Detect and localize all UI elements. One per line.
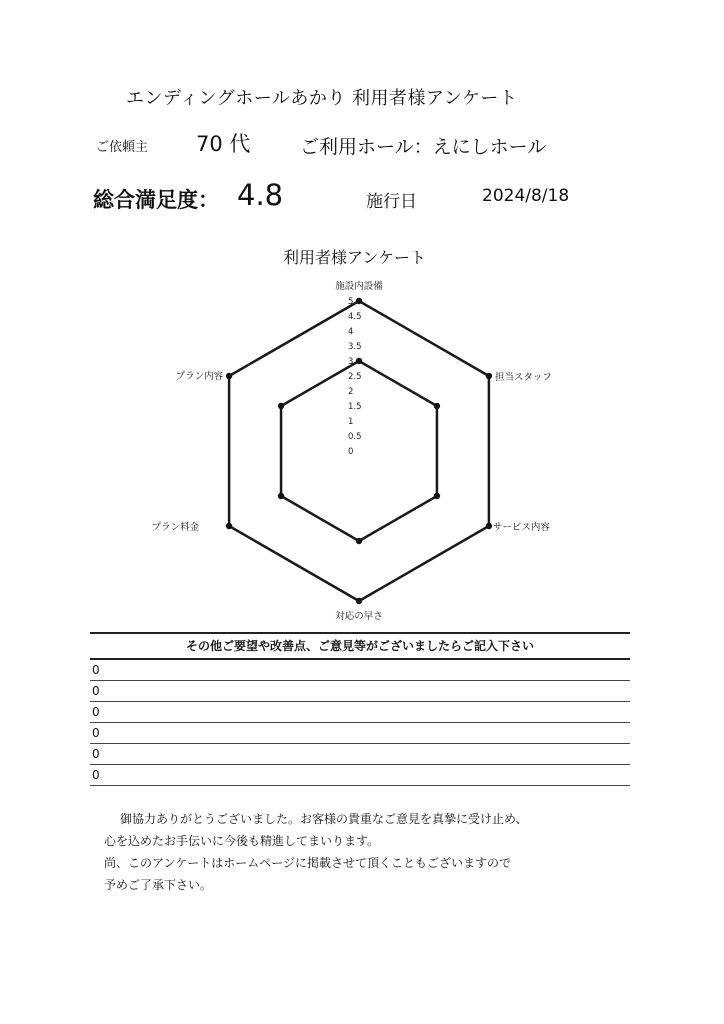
footer-line: 尚、このアンケートはホームページに掲載させて頂くこともございますので xyxy=(104,856,512,870)
data-point xyxy=(486,523,492,529)
scale-tick-label: 3.5 xyxy=(348,342,362,352)
series-line-1 xyxy=(281,361,437,541)
comments-section xyxy=(90,632,630,786)
footer-message xyxy=(104,808,528,896)
axis-label: プラン料金 xyxy=(151,522,200,533)
scale-tick-label: 4 xyxy=(348,327,354,337)
axis-label: 施設内設備 xyxy=(335,281,383,292)
comment-row: 0 xyxy=(90,702,630,723)
scale-tick-label: 1.5 xyxy=(348,402,362,412)
data-point xyxy=(486,373,492,379)
data-point xyxy=(356,358,362,364)
data-point xyxy=(434,493,440,499)
scale-tick-label: 2.5 xyxy=(348,372,362,382)
client-age-value: 70 代 xyxy=(196,132,251,156)
chart-title: 利用者様アンケート xyxy=(283,248,427,267)
axis-label: サービス内容 xyxy=(492,522,550,533)
satisfaction-value: 4.8 xyxy=(237,178,284,212)
data-point xyxy=(356,538,362,544)
footer-line: 心を込めたお手伝いに今後も精進してまいります。 xyxy=(104,834,380,848)
scale-tick-label: 3 xyxy=(348,357,354,367)
data-point xyxy=(278,403,284,409)
comment-row: 0 xyxy=(90,681,630,702)
data-point xyxy=(356,298,362,304)
service-date-label: 施行日 xyxy=(366,192,417,212)
scale-tick-label: 0.5 xyxy=(348,432,362,442)
data-point xyxy=(226,523,232,529)
data-point xyxy=(356,598,362,604)
comment-row: 0 xyxy=(90,723,630,744)
data-point xyxy=(434,403,440,409)
scale-tick-label: 0 xyxy=(348,447,354,457)
axis-label: 担当スタッフ xyxy=(494,372,552,383)
scale-tick-label: 4.5 xyxy=(348,312,362,322)
document-title: エンディングホールあかり 利用者様アンケート xyxy=(126,88,518,109)
service-date-value: 2024/8/18 xyxy=(482,186,570,206)
comment-row: 0 xyxy=(90,744,630,765)
data-point xyxy=(226,373,232,379)
scale-tick-label: 2 xyxy=(348,387,354,397)
comment-row: 0 xyxy=(90,765,630,786)
comment-row: 0 xyxy=(90,660,630,681)
satisfaction-label: 総合満足度： xyxy=(93,188,219,212)
axis-label: プラン内容 xyxy=(175,371,224,382)
scale-tick-label: 5 xyxy=(348,297,354,307)
comments-header: その他ご要望や改善点、ご意見等がございましたらご記入下さい xyxy=(90,632,630,660)
footer-line: 予めご了承下さい。 xyxy=(104,878,213,892)
footer-line: 御協力ありがとうございました。お客様の貴重なご意見を真摯に受け止め、 xyxy=(120,812,528,826)
hall-name: ご利用ホール：えにしホール xyxy=(300,136,547,158)
data-point xyxy=(278,493,284,499)
scale-tick-label: 1 xyxy=(348,417,354,427)
axis-label: 対応の早さ xyxy=(335,611,383,622)
client-label: ご依頼主 xyxy=(96,140,149,155)
